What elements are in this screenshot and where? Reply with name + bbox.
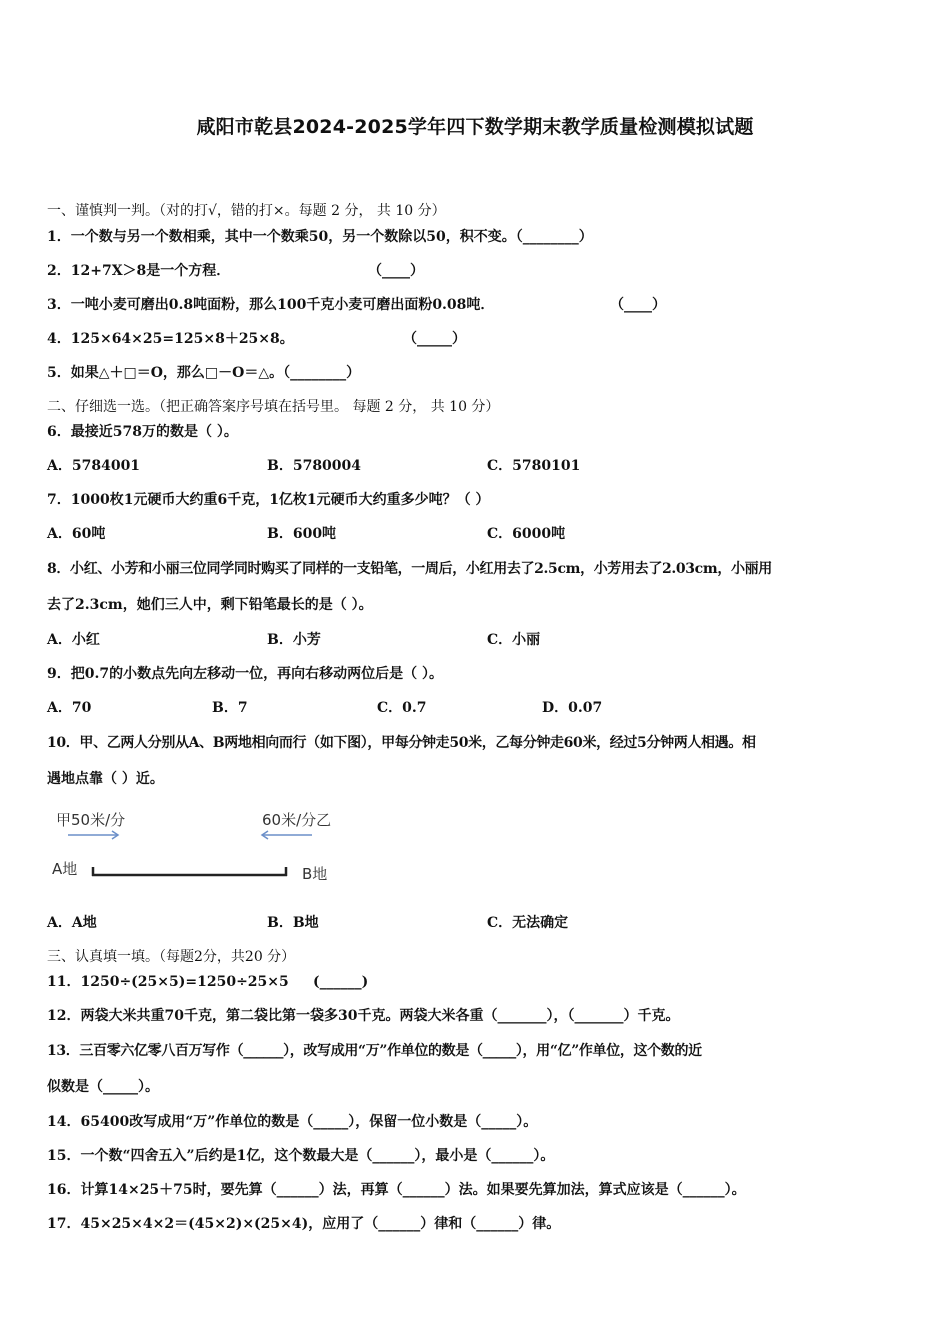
- question-6-option-a[interactable]: A．5784001: [47, 458, 141, 474]
- question-14: 14．65400改写成用“万”作单位的数是（_____），保留一位小数是（_____）。: [47, 1114, 538, 1130]
- question-5: 5．如果△＋□＝O，那么□－O＝△。（________）: [47, 365, 361, 381]
- section-3-heading: 三、认真填一填。（每题2分，共20 分）: [47, 949, 296, 965]
- question-8-option-b[interactable]: B．小芳: [267, 632, 321, 648]
- question-4-blank[interactable]: （_____）: [403, 331, 466, 347]
- question-7-option-b[interactable]: B．600吨: [267, 526, 337, 542]
- question-7-option-a[interactable]: A．60吨: [47, 526, 106, 542]
- question-10-line-2: 遇地点靠（ ）近。: [47, 771, 164, 787]
- question-12: 12．两袋大米共重70千克，第二袋比第一袋多30千克。两袋大米各重（_______），（_______）千克。: [47, 1008, 680, 1024]
- question-6: 6．最接近578万的数是（ ）。: [47, 424, 238, 440]
- question-9-option-c[interactable]: C．0.7: [377, 700, 427, 716]
- question-3: 3．一吨小麦可磨出0.8吨面粉，那么100千克小麦可磨出面粉0.08吨．: [47, 297, 495, 313]
- question-10-option-b[interactable]: B．B地: [267, 915, 319, 931]
- question-8-line-1: 8．小红、小芳和小丽三位同学同时购买了同样的一支铅笔，一周后，小红用去了2.5cm，小芳用去了2.03cm，小丽用: [47, 561, 772, 577]
- question-8-option-a[interactable]: A．小红: [47, 632, 100, 648]
- question-15: 15．一个数“四舍五入”后约是1亿，这个数最大是（______），最小是（______）。: [47, 1148, 555, 1164]
- question-10-figure: [50, 805, 350, 895]
- question-17: 17．45×25×4×2＝(45×2)×(25×4)，应用了（______）律和（______）律。: [47, 1216, 561, 1232]
- question-11: 11．1250÷(25×5)=1250÷25×5: [47, 974, 289, 990]
- question-1: 1．一个数与另一个数相乘，其中一个数乘50，另一个数除以50，积不变。（________）: [47, 229, 593, 245]
- question-9: 9．把0.7的小数点先向左移动一位，再向右移动两位后是（ ）。: [47, 666, 443, 682]
- question-7-option-c[interactable]: C．6000吨: [487, 526, 566, 542]
- figure-label-jia: 甲50米/分: [56, 811, 126, 829]
- question-2: 2．12+7X＞8是一个方程．: [47, 263, 231, 279]
- question-9-option-d[interactable]: D．0.07: [542, 700, 603, 716]
- page-title: 咸阳市乾县2024-2025学年四下数学期末教学质量检测模拟试题: [196, 116, 754, 138]
- question-4: 4．125×64×25=125×8＋25×8。: [47, 331, 294, 347]
- question-9-option-b[interactable]: B．7: [212, 700, 248, 716]
- section-2-heading: 二、仔细选一选。（把正确答案序号填在括号里。 每题 2 分， 共 10 分）: [47, 399, 500, 415]
- question-11-blank[interactable]: (______): [313, 974, 369, 990]
- question-6-option-b[interactable]: B．5780004: [267, 458, 362, 474]
- figure-label-b: B地: [302, 865, 328, 883]
- question-2-blank[interactable]: （____）: [368, 263, 424, 279]
- question-10-line-1: 10．甲、乙两人分别从A、B两地相向而行（如下图），甲每分钟走50米，乙每分钟走60米，经过5分钟两人相遇。相: [47, 735, 756, 751]
- question-10-option-a[interactable]: A．A地: [47, 915, 97, 931]
- question-8-option-c[interactable]: C．小丽: [487, 632, 541, 648]
- question-8-line-2: 去了2.3cm，她们三人中，剩下铅笔最长的是（ ）。: [47, 597, 373, 613]
- question-10-option-c[interactable]: C．无法确定: [487, 915, 569, 931]
- figure-label-yi: 60米/分乙: [262, 811, 332, 829]
- question-13-line-2: 似数是（_____）。: [47, 1079, 159, 1095]
- section-1-heading: 一、谨慎判一判。（对的打√，错的打×。每题 2 分， 共 10 分）: [47, 203, 446, 219]
- figure-label-a: A地: [52, 860, 78, 878]
- question-6-option-c[interactable]: C．5780101: [487, 458, 581, 474]
- question-16: 16．计算14×25＋75时，要先算（______）法，再算（______）法。如果要先算加法，算式应该是（______）。: [47, 1182, 746, 1198]
- question-13-line-1: 13．三百零六亿零八百万写作（______），改写成用“万”作单位的数是（_____），用“亿”作单位，这个数的近: [47, 1043, 702, 1059]
- question-3-blank[interactable]: （____）: [610, 297, 666, 313]
- question-7: 7．1000枚1元硬币大约重6千克，1亿枚1元硬币大约重多少吨？（ ）: [47, 492, 490, 508]
- question-9-option-a[interactable]: A．70: [47, 700, 92, 716]
